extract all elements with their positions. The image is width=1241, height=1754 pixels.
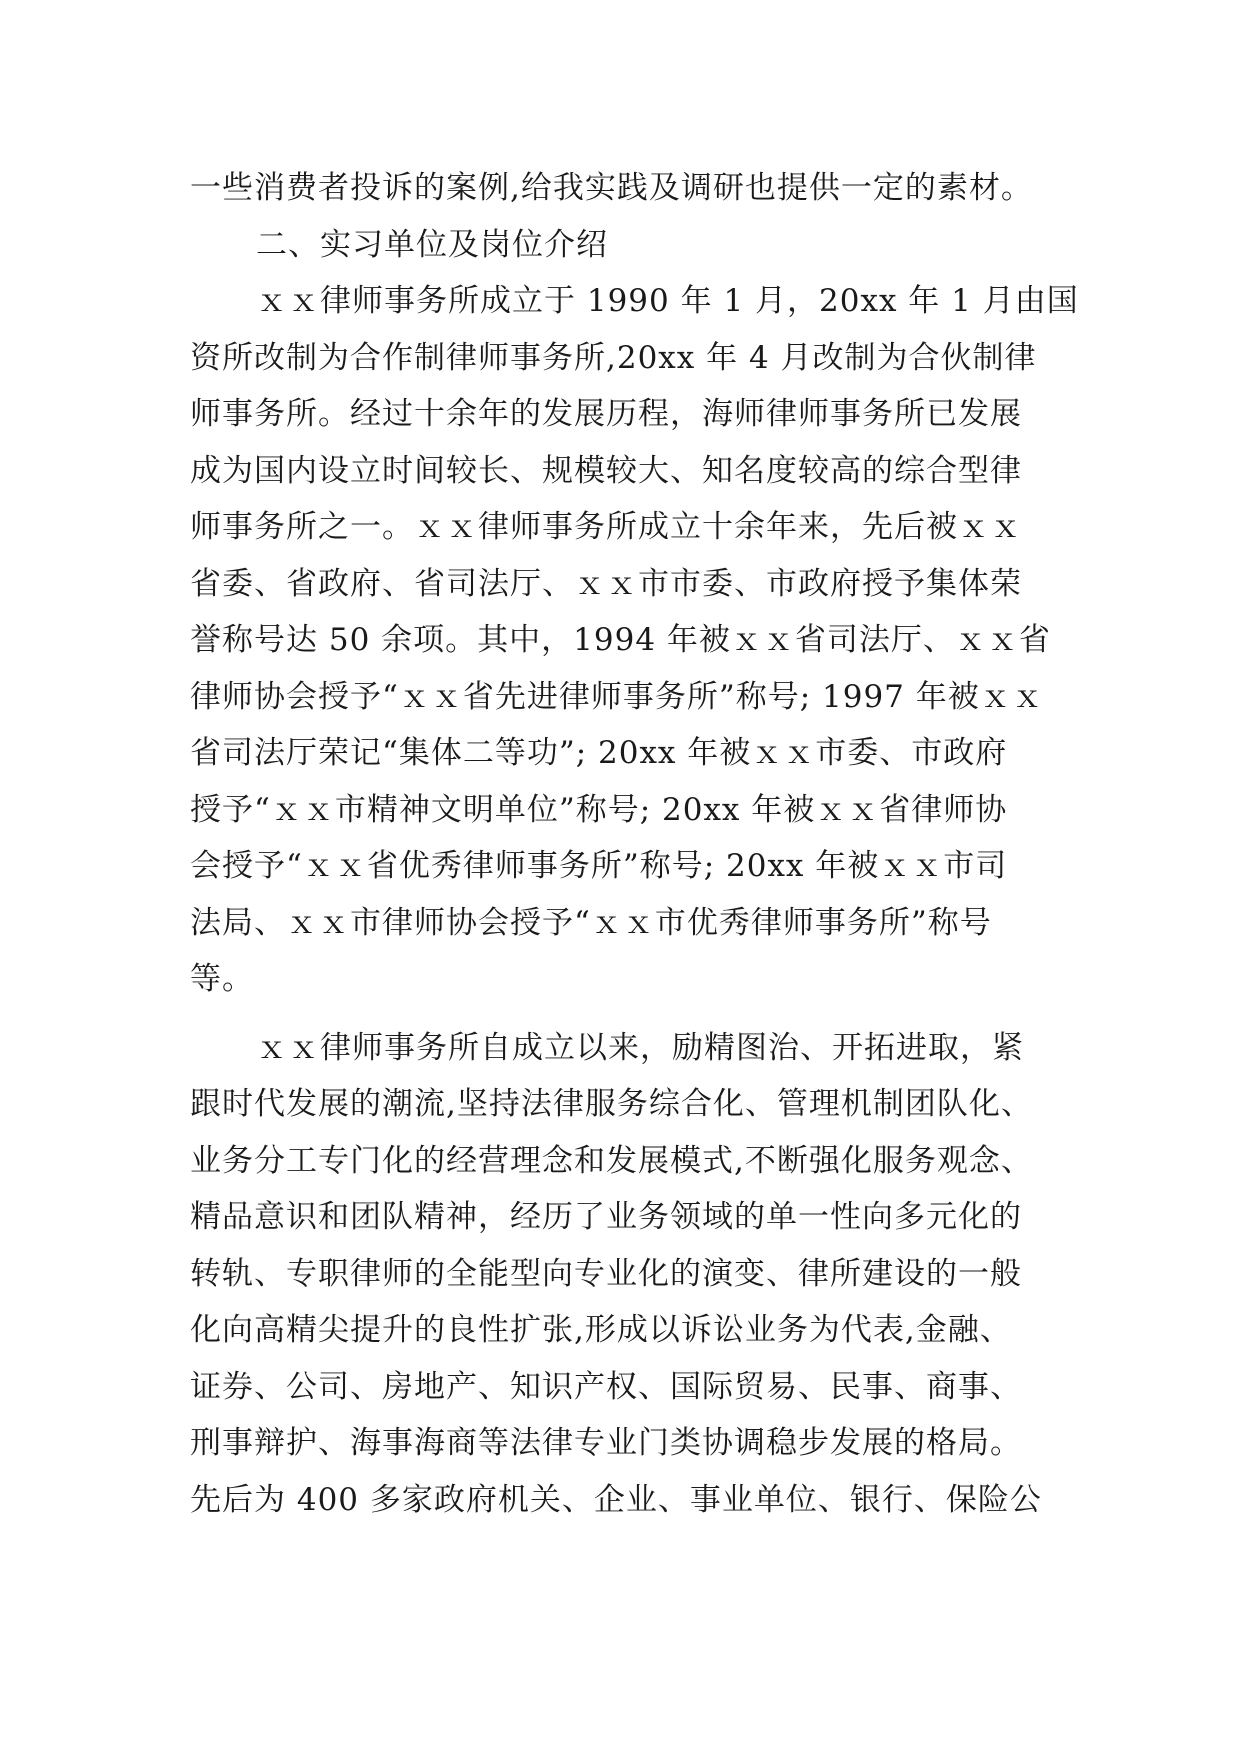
text-line: ｘｘ律师事务所自成立以来，励精图治、开拓进取，紧 — [256, 1029, 1024, 1066]
text-line: 先后为 400 多家政府机关、企业、事业单位、银行、保险公 — [190, 1481, 1042, 1518]
text-line: 跟时代发展的潮流,坚持法律服务综合化、管理机制团队化、 — [190, 1086, 1033, 1122]
text-line: 师事务所。经过十余年的发展历程，海师律师事务所已发展 — [190, 396, 1022, 432]
text-line: 授予“ｘｘ市精神文明单位”称号; 20xx 年被ｘｘ省律师协 — [190, 791, 1008, 828]
text-line: 律师协会授予“ｘｘ省先进律师事务所”称号; 1997 年被ｘｘ — [190, 678, 1044, 715]
text-line: 会授予“ｘｘ省优秀律师事务所”称号; 20xx 年被ｘｘ市司 — [190, 848, 1008, 884]
text-line: 化向高精尖提升的良性扩张,形成以诉讼业务为代表,金融、 — [190, 1312, 1012, 1348]
text-line: 法局、ｘｘ市律师协会授予“ｘｘ市优秀律师事务所”称号 — [190, 904, 992, 941]
text-line: 业务分工专门化的经营理念和发展模式,不断强化服务观念、 — [190, 1142, 1033, 1179]
text-line: 刑事辩护、海事海商等法律专业门类协调稳步发展的格局。 — [190, 1425, 1022, 1461]
text-line: 一些消费者投诉的案例,给我实践及调研也提供一定的素材。 — [190, 170, 1033, 206]
paragraph-1 — [190, 273, 1079, 1008]
text-line: 誉称号达 50 余项。其中，1994 年被ｘｘ省司法厅、ｘｘ省 — [190, 622, 1051, 658]
text-line: 转轨、专职律师的全能型向专业化的演变、律所建设的一般 — [190, 1255, 1022, 1292]
text-line: 精品意识和团队精神，经历了业务领域的单一性向多元化的 — [190, 1199, 1022, 1235]
text-line: 等。 — [190, 961, 254, 997]
text-line: 省委、省政府、省司法厅、ｘｘ市市委、市政府授予集体荣 — [190, 565, 1022, 602]
section-heading: 二、实习单位及岗位介绍 — [256, 226, 608, 263]
paragraph-gap — [190, 1008, 1070, 1020]
text-line: 资所改制为合作制律师事务所,20xx 年 4 月改制为合伙制律 — [190, 339, 1037, 376]
text-line: 省司法厅荣记“集体二等功”; 20xx 年被ｘｘ市委、市政府 — [190, 735, 1008, 771]
text-line: 师事务所之一。ｘｘ律师事务所成立十余年来，先后被ｘｘ — [190, 509, 1022, 545]
text-line: 成为国内设立时间较长、规模较大、知名度较高的综合型律 — [190, 452, 1022, 489]
paragraph-2 — [190, 1020, 1070, 1529]
text-line: ｘｘ律师事务所成立于 1990 年 1 月，20xx 年 1 月由国 — [256, 283, 1079, 319]
text-line: 证券、公司、房地产、知识产权、国际贸易、民事、商事、 — [190, 1368, 1022, 1405]
document-body — [190, 160, 1079, 1528]
